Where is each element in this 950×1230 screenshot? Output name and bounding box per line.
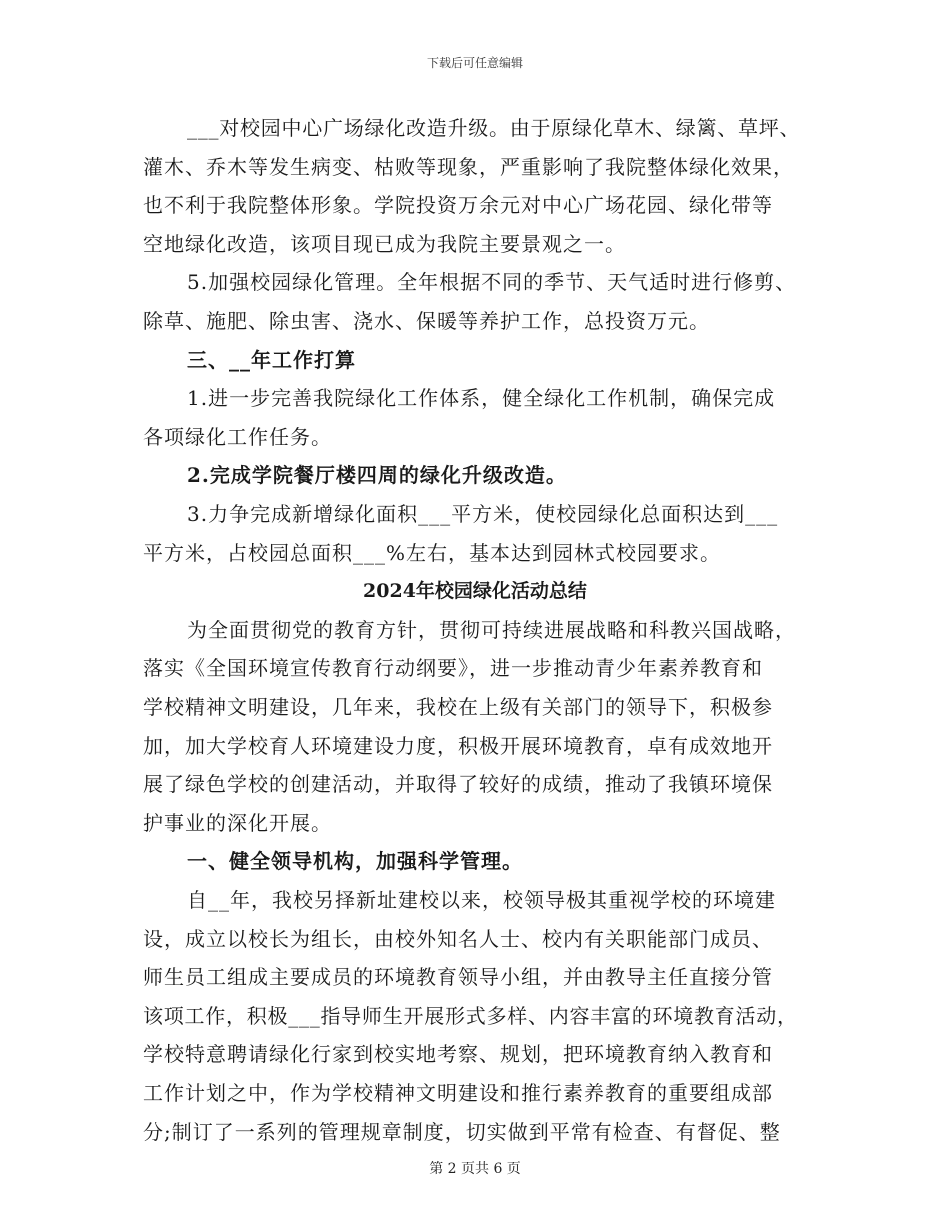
text-line: 1.进一步完善我院绿化工作体系，健全绿化工作机制，确保完成: [187, 386, 776, 410]
text-line: 学校精神文明建设，几年来，我校在上级有关部门的领导下，积极参: [143, 695, 773, 719]
text-line: 除草、施肥、除虫害、浇水、保暖等养护工作，总投资万元。: [143, 309, 710, 333]
text-line: 灌木、乔木等发生病变、枯败等现象，严重影响了我院整体绿化效果，: [143, 155, 794, 179]
text-line: 加，加大学校育人环境建设力度，积极开展环境教育，卓有成效地开: [143, 734, 773, 758]
text-line: 分;制订了一系列的管理规章制度，切实做到平常有检查、有督促、整: [143, 1120, 781, 1144]
text-line: 师生员工组成主要成员的环境教育领导小组，并由教导主任直接分管: [143, 965, 773, 989]
text-line: 5.加强校园绿化管理。全年根据不同的季节、天气适时进行修剪、: [187, 270, 797, 294]
text-line: 各项绿化工作任务。: [143, 425, 332, 449]
text-line: 学校特意聘请绿化行家到校实地考察、规划，把环境教育纳入教育和: [143, 1042, 773, 1066]
text-line: 也不利于我院整体形象。学院投资万余元对中心广场花园、绿化带等: [143, 193, 773, 217]
page-header: 下载后可任意编辑: [426, 56, 523, 70]
text-line: 平方米，占校园总面积___%左右，基本达到园林式校园要求。: [143, 541, 722, 565]
text-line: 3.力争完成新增绿化面积___平方米，使校园绿化总面积达到___: [187, 502, 779, 526]
text-line: 工作计划之中，作为学校精神文明建设和推行素养教育的重要组成部: [143, 1081, 773, 1105]
text-line: 展了绿色学校的创建活动，并取得了较好的成绩，推动了我镇环境保: [143, 772, 773, 796]
page-footer: 第 2 页共 6 页: [429, 1161, 521, 1177]
text-line: ___对校园中心广场绿化改造升级。由于原绿化草木、绿篱、草坪、: [187, 116, 801, 140]
text-line: 自__年，我校另择新址建校以来，校领导极其重视学校的环境建: [187, 888, 776, 912]
heading-line: 2.完成学院餐厅楼四周的绿化升级改造。: [187, 463, 567, 487]
section-title: 2024年校园绿化活动总结: [363, 580, 587, 602]
heading-line: 一、健全领导机构，加强科学管理。: [187, 849, 523, 873]
text-line: 为全面贯彻党的教育方针，贯彻可持续进展战略和科教兴国战略，: [187, 618, 796, 642]
heading-line: 三、__年工作打算: [187, 348, 356, 372]
text-line: 该项工作，积极___指导师生开展形式多样、内容丰富的环境教育活动，: [143, 1004, 798, 1028]
text-line: 设，成立以校长为组长，由校外知名人士、校内有关职能部门成员、: [143, 927, 773, 951]
text-line: 护事业的深化开展。: [143, 811, 332, 835]
text-line: 落实《全国环境宣传教育行动纲要》，进一步推动青少年素养教育和: [143, 656, 763, 680]
text-line: 空地绿化改造，该项目现已成为我院主要景观之一。: [143, 232, 626, 256]
